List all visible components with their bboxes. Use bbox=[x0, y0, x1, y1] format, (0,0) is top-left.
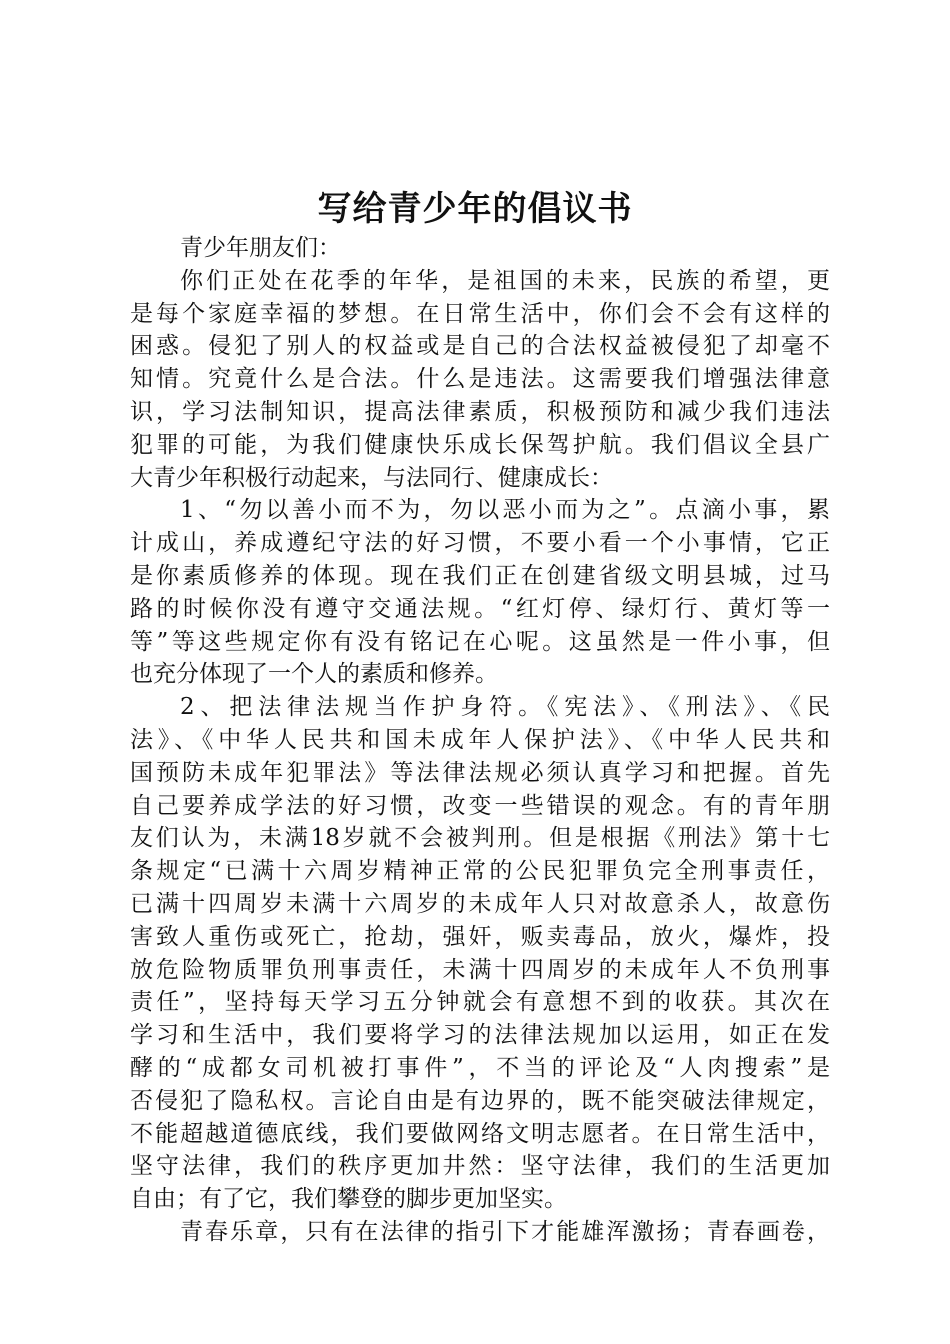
paragraph-3-line-9: 放危险物质罪负刑事责任，未满十四周岁的未成年人不负刑事 bbox=[130, 956, 830, 983]
paragraph-3-line-16: 自由；有了它，我们攀登的脚步更加坚实。 bbox=[130, 1186, 567, 1213]
paragraph-2-line-1: 1、“勿以善小而不为，勿以恶小而为之”。点滴小事，累 bbox=[180, 497, 830, 524]
paragraph-3-line-11: 学习和生活中，我们要将学习的法律法规加以运用，如正在发 bbox=[130, 1022, 830, 1049]
paragraph-3-line-1: 2、把法律法规当作护身符。《宪法》、《刑法》、《民 bbox=[180, 694, 830, 721]
paragraph-2-line-6: 也充分体现了一个人的素质和修养。 bbox=[130, 661, 498, 688]
paragraph-3-line-2: 法》、《中华人民共和国未成年人保护法》、《中华人民共和 bbox=[130, 726, 830, 753]
paragraph-3-line-3: 国预防未成年犯罪法》等法律法规必须认真学习和把握。首先 bbox=[130, 759, 830, 786]
paragraph-2-line-2: 计成山，养成遵纪守法的好习惯，不要小看一个小事情，它正 bbox=[130, 530, 830, 557]
document-body bbox=[130, 232, 830, 1249]
paragraph-3-line-6: 条规定“已满十六周岁精神正常的公民犯罪负完全刑事责任， bbox=[130, 858, 830, 885]
paragraph-3 bbox=[130, 691, 830, 1216]
document-title: 写给青少年的倡议书 bbox=[317, 189, 633, 229]
paragraph-4 bbox=[130, 1216, 830, 1249]
paragraph-1-line-2: 是每个家庭幸福的梦想。在日常生活中，你们会不会有这样的 bbox=[130, 300, 830, 327]
paragraph-2-line-5: 等”等这些规定你有没有铭记在心呢。这虽然是一件小事，但 bbox=[130, 628, 830, 655]
paragraph-2 bbox=[130, 494, 830, 691]
paragraph-1-line-5: 识，学习法制知识，提高法律素质，积极预防和减少我们违法 bbox=[130, 398, 830, 425]
paragraph-3-line-4: 自己要养成学法的好习惯，改变一些错误的观念。有的青年朋 bbox=[130, 792, 830, 819]
paragraph-3-line-7: 已满十四周岁未满十六周岁的未成年人只对故意杀人，故意伤 bbox=[130, 890, 830, 917]
paragraph-3-line-14: 不能超越道德底线，我们要做网络文明志愿者。在日常生活中， bbox=[130, 1120, 830, 1147]
paragraph-4-line-1: 青春乐章，只有在法律的指引下才能雄浑激扬；青春画卷， bbox=[180, 1218, 830, 1245]
paragraph-3-line-13: 否侵犯了隐私权。言论自由是有边界的，既不能突破法律规定， bbox=[130, 1087, 830, 1114]
paragraph-1-line-1: 你们正处在花季的年华，是祖国的未来，民族的希望，更 bbox=[180, 267, 830, 294]
paragraph-1-line-3: 困惑。侵犯了别人的权益或是自己的合法权益被侵犯了却毫不 bbox=[130, 333, 830, 360]
paragraph-1 bbox=[130, 265, 830, 495]
paragraph-1-line-4: 知情。究竟什么是合法。什么是违法。这需要我们增强法律意 bbox=[130, 366, 830, 393]
paragraph-2-line-4: 路的时候你没有遵守交通法规。“红灯停、绿灯行、黄灯等一 bbox=[130, 595, 830, 622]
greeting-line: 青少年朋友们： bbox=[180, 235, 341, 261]
paragraph-2-line-3: 是你素质修养的体现。现在我们正在创建省级文明县城，过马 bbox=[130, 562, 830, 589]
paragraph-3-line-12: 酵的“成都女司机被打事件”，不当的评论及“人肉搜索”是 bbox=[130, 1054, 830, 1081]
paragraph-3-line-15: 坚守法律，我们的秩序更加井然：坚守法律，我们的生活更加 bbox=[130, 1153, 830, 1180]
paragraph-3-line-10: 责任”，坚持每天学习五分钟就会有意想不到的收获。其次在 bbox=[130, 989, 830, 1016]
paragraph-3-line-8: 害致人重伤或死亡，抢劫，强奸，贩卖毒品，放火，爆炸，投 bbox=[130, 923, 830, 950]
paragraph-1-line-7: 大青少年积极行动起来，与法同行、健康成长： bbox=[130, 464, 613, 491]
paragraph-1-line-6: 犯罪的可能，为我们健康快乐成长保驾护航。我们倡议全县广 bbox=[130, 431, 830, 458]
paragraph-3-line-5: 友们认为，未满18岁就不会被判刑。但是根据《刑法》第十七 bbox=[130, 825, 830, 852]
